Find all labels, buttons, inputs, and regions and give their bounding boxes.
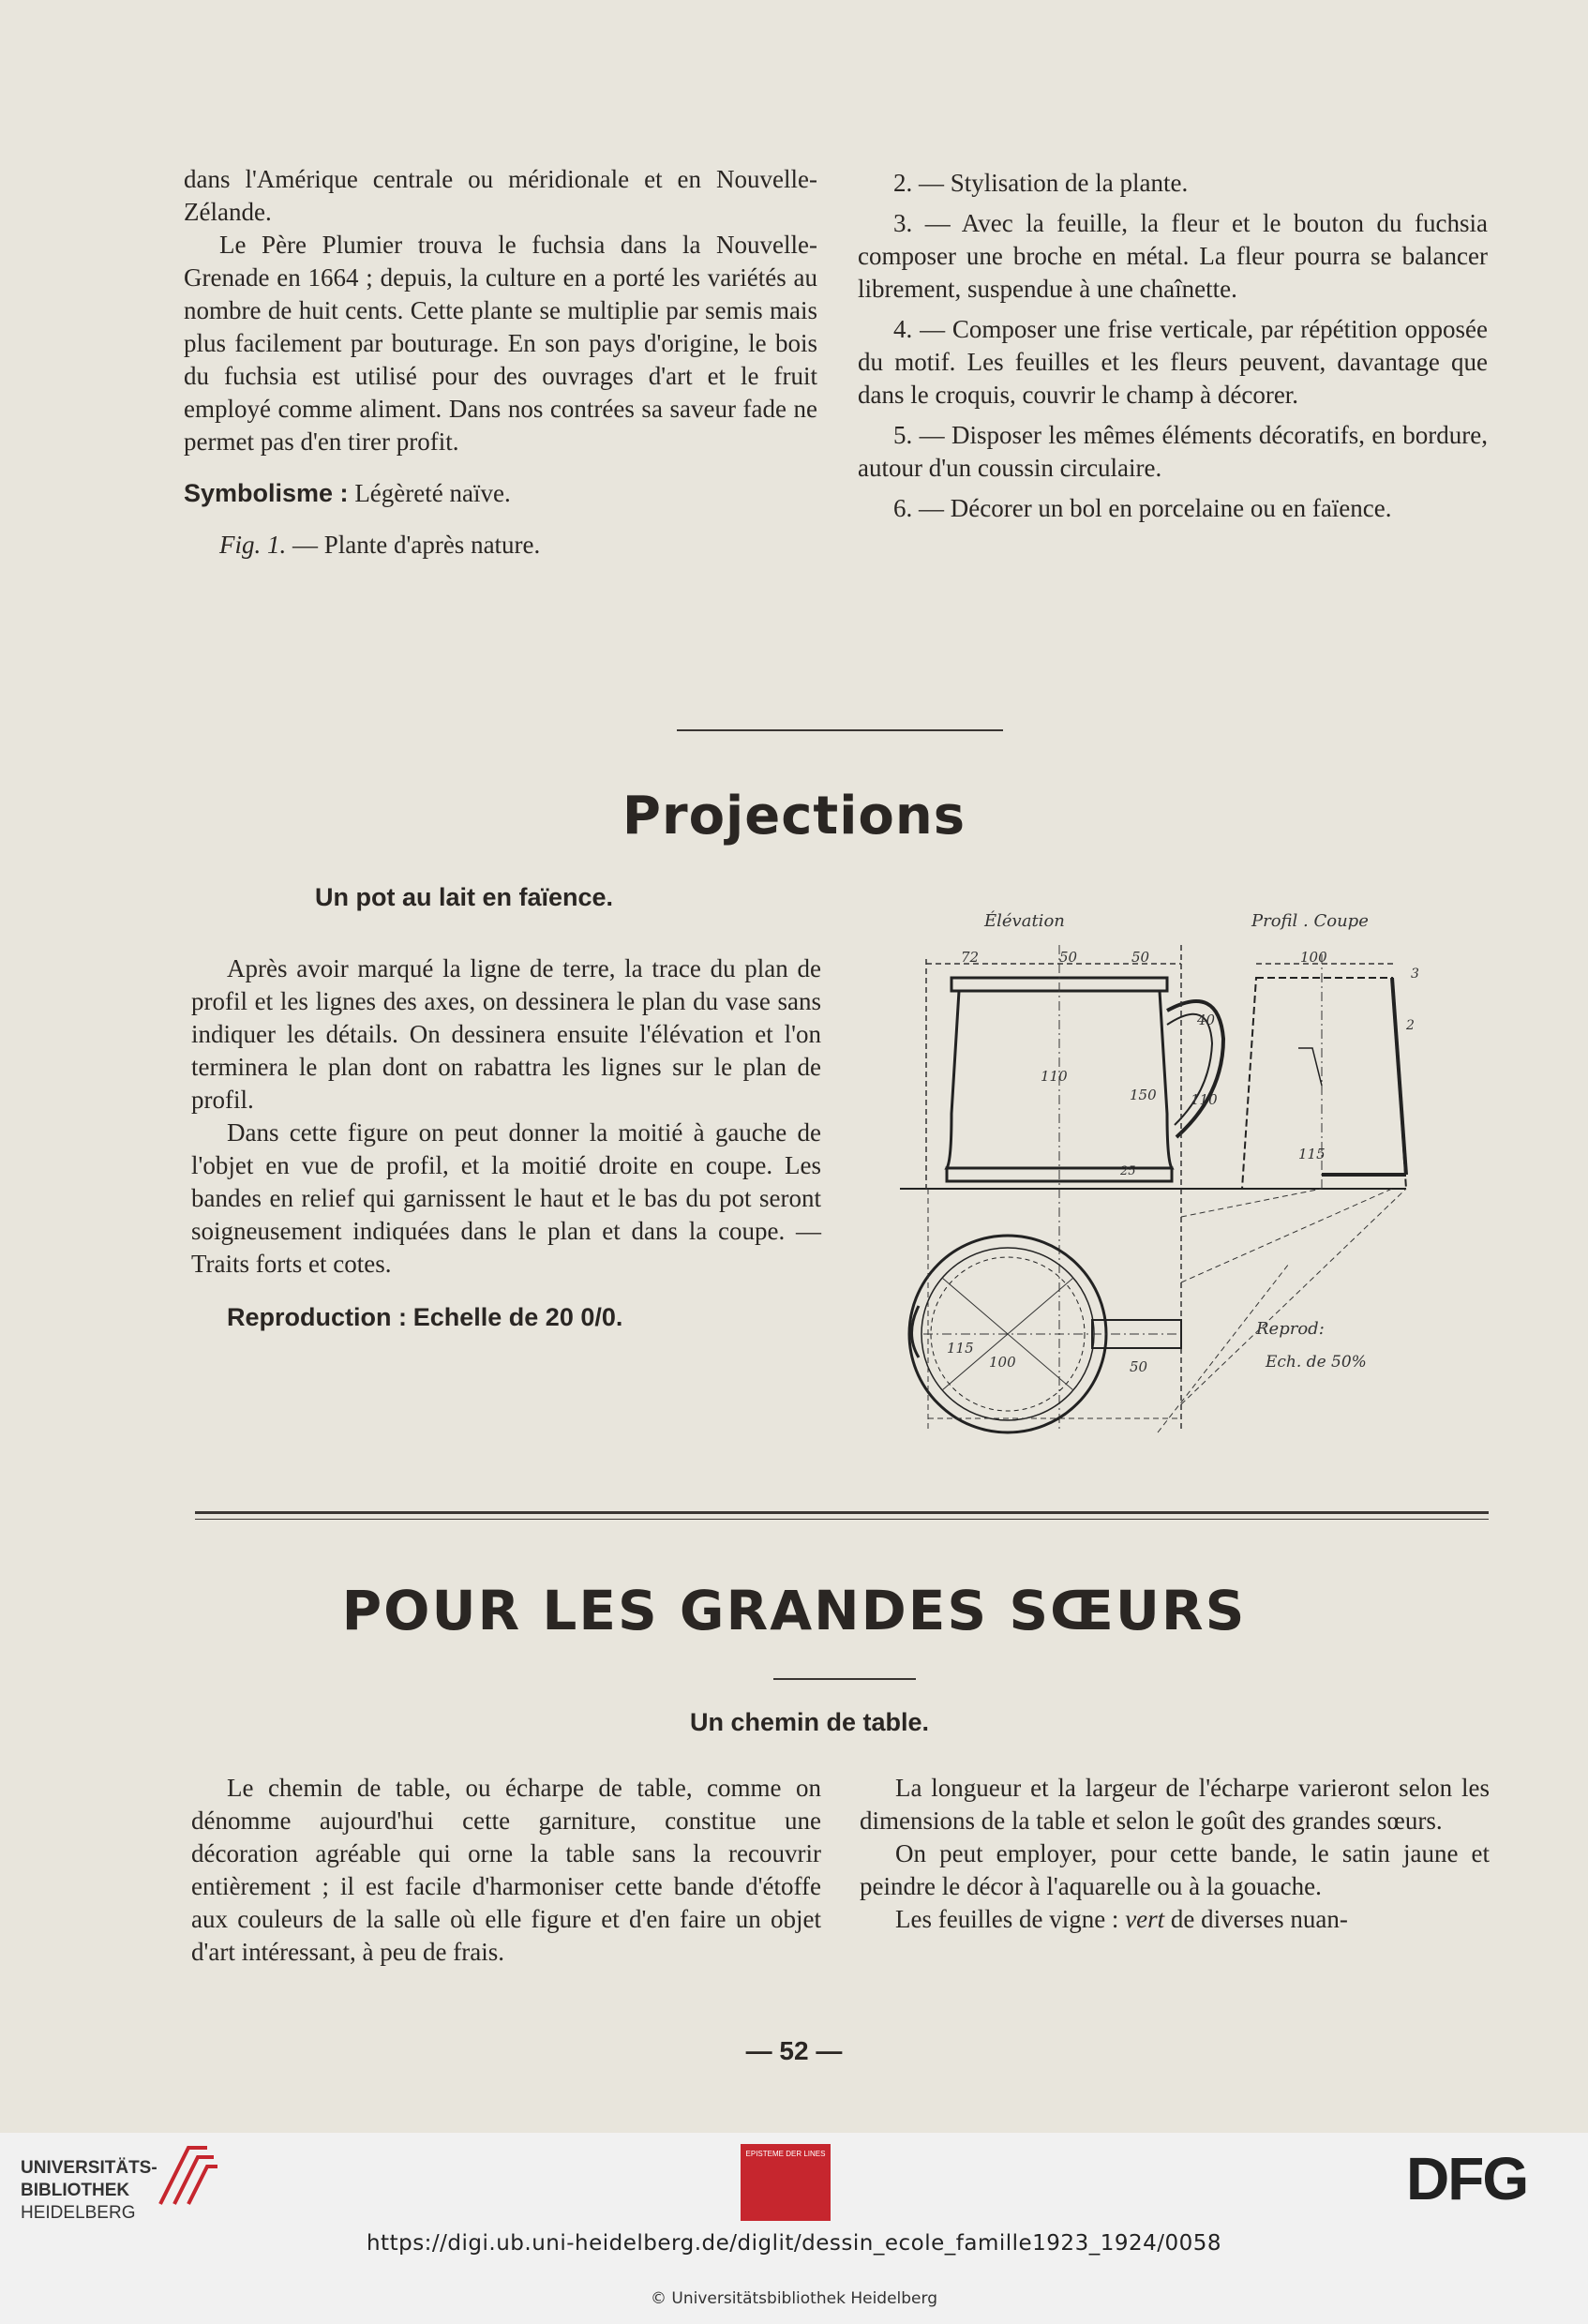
logo-text: UNIVERSITÄTS- [21,2158,157,2178]
divider [677,729,1003,731]
paragraph: Le Père Plumier trouva le fuchsia dans la Nouvelle-Grenade en 1664 ; depuis, la culture en a porté les variétés au nombre de huit cents. Cette plante se multiplie par semis mais plus facilement par bouturage. En son pays d'origine, le bois du fuchsia est utilisé pour des ouvrages d'art et le fruit employé comme aliment. Dans nos contrées sa saveur fade ne permet pas d'en tirer profit. [184,231,817,456]
label-profil-coupe: Profil . Coupe [1251,911,1369,931]
text-fragment: Les feuilles de vigne : [895,1905,1126,1933]
dimension-label: 50 [1059,949,1078,966]
dimension-label: 115 [947,1340,974,1357]
list-item: 4. — Composer une frise verticale, par répétition opposée du motif. Les feuilles et les fleurs peuvent, davantage que dans le croquis, couvrir le champ à décorer. [858,315,1488,409]
list-item: 6. — Décorer un bol en porcelaine ou en faïence. [893,494,1392,522]
dimension-label: 25 [1120,1164,1136,1178]
paragraph: La longueur et la largeur de l'écharpe varieront selon les dimensions de la table et selon le goût des grandes sœurs. [860,1774,1490,1835]
top-right-column [858,167,1488,525]
copyright: © Universitätsbibliothek Heidelberg [650,2289,937,2308]
text-fragment-italic: vert [1125,1905,1165,1933]
fig-text: — Plante d'après nature. [292,531,541,559]
paragraph: Après avoir marqué la ligne de terre, la trace du plan de profil et les lignes des axes, on dessinera le plan du vase sans indiquer les détails. On dessinera ensuite l'élévation et l'on terminera le plan dont on rabattra les lignes sur le plan de profil. [191,954,821,1114]
paragraph [860,1903,1490,1936]
soeurs-subtitle: Un chemin de table. [690,1708,930,1736]
paragraph: On peut employer, pour cette bande, le satin jaune et peindre le décor à l'aquarelle ou à la gouache. [860,1839,1490,1900]
reproduction-line [191,1301,821,1334]
dimension-label: 72 [961,949,980,966]
dimension-label: 3 [1411,967,1419,982]
pot-projection-drawing [895,907,1420,1451]
dimension-label: 50 [1130,1358,1148,1375]
section-title-projections: Projections [622,786,966,847]
symbolisme-text: Légèreté naïve. [354,479,511,507]
symbolisme-line [184,477,817,510]
ub-mark-icon [156,2138,221,2213]
dimension-label: 100 [989,1354,1016,1371]
symbolisme-label: Symbolisme : [184,479,349,507]
fig-label: Fig. 1. [219,531,287,559]
reproduction-text: Echelle de 20 0/0. [412,1303,623,1331]
page-number: — 52 — [745,2036,843,2065]
list-item: 5. — Disposer les mêmes éléments décoratifs, en bordure, autour d'un coussin circulaire. [858,421,1488,482]
label-elevation: Élévation [984,911,1065,931]
dimension-label: 150 [1130,1087,1157,1103]
paragraph: Le chemin de table, ou écharpe de table, comme on dénomme aujourd'hui cette garniture, constitue une décoration agréable qui orne la table sans la recouvrir entièrement ; il est facile d'harmoniser cette bande d'étoffe aux couleurs de la salle où elle figure et d'en faire un objet d'art intéressant, à peu de frais. [191,1774,821,1966]
paragraph: dans l'Amérique centrale ou méridionale et en Nouvelle-Zélande. [184,165,817,226]
dimension-label: 50 [1131,949,1150,966]
list-item: 2. — Stylisation de la plante. [893,169,1189,197]
echelle-note: Ech. de 50% [1266,1353,1367,1372]
dimension-label: 115 [1298,1146,1326,1162]
dimension-label: 110 [1041,1068,1068,1085]
section-title-soeurs: POUR LES GRANDES SŒURS [341,1579,1247,1642]
text-fragment: de diverses nuan- [1164,1905,1348,1933]
logo-text: BIBLIOTHEK [21,2181,130,2200]
top-left-column [184,163,817,562]
reproduction-label: Reproduction : [227,1303,407,1331]
soeurs-left-column [191,1772,821,1969]
dimension-label: 110 [1191,1091,1218,1108]
dfg-logo[interactable]: DFG [1406,2145,1528,2212]
dimension-label: 100 [1300,949,1327,966]
logo-text: HEIDELBERG [21,2203,136,2223]
fig-caption [184,529,817,562]
section-divider [195,1519,1489,1520]
dimension-label: 40 [1197,1012,1216,1028]
section-divider [195,1511,1489,1514]
ub-heidelberg-logo[interactable] [21,2157,157,2225]
repro-note: Reprod: [1256,1319,1325,1339]
divider [773,1678,916,1680]
paragraph: Dans cette figure on peut donner la moitié à gauche de l'objet en vue de profil, et la moitié droite en coupe. Les bandes en relief qui garnissent le haut et le bas du pot seront soigneusement indiquées dans le plan et dans la coupe. — Traits forts et cotes. [191,1118,821,1278]
soeurs-right-column [860,1772,1490,1936]
episteme-logo[interactable]: EPISTEME DER LINES [741,2144,831,2221]
permalink[interactable]: https://digi.ub.uni-heidelberg.de/diglit/dessin_ecole_famille1923_1924/0058 [366,2231,1222,2256]
list-item: 3. — Avec la feuille, la fleur et le bouton du fuchsia composer une broche en métal. La fleur pourra se balancer librement, suspendue à une chaînette. [858,209,1488,303]
dimension-label: 2 [1406,1018,1415,1033]
projections-subtitle: Un pot au lait en faïence. [315,883,614,911]
projections-text [191,952,821,1334]
